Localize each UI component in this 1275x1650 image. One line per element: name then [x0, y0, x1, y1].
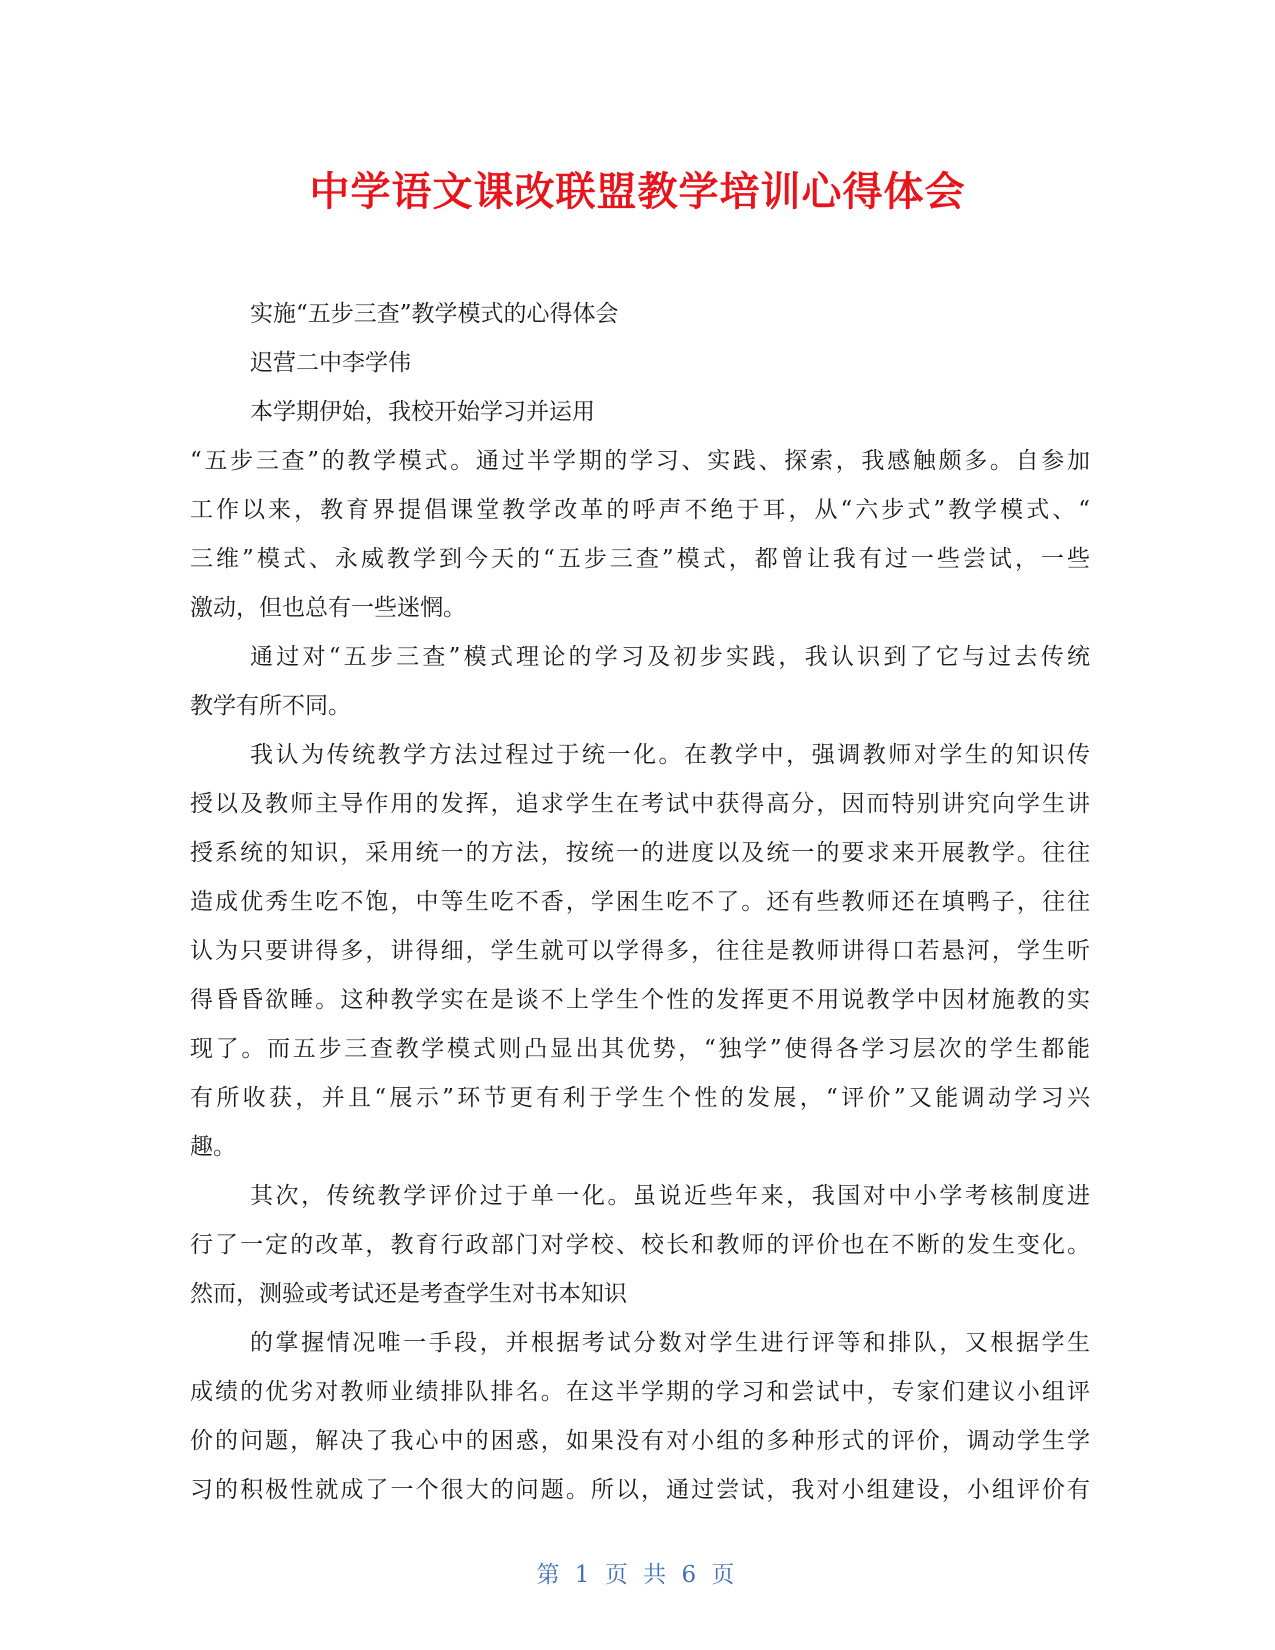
body-line: 然而，测验或考试还是考查学生对书本知识 [190, 1281, 627, 1307]
body-line: 授系统的知识，采用统一的方法，按统一的进度以及统一的要求来开展教学。往往 [190, 840, 1090, 866]
body-line: 迟营二中李学伟 [250, 350, 411, 376]
body-line: 行了一定的改革，教育行政部门对学校、校长和教师的评价也在不断的发生变化。 [190, 1232, 1090, 1258]
body-line: 成绩的优劣对教师业绩排队排名。在这半学期的学习和尝试中，专家们建议小组评 [190, 1379, 1090, 1405]
document-title: 中学语文课改联盟教学培训心得体会 [309, 169, 966, 215]
body-line: 实施“五步三查”教学模式的心得体会 [250, 301, 619, 327]
body-line: 得昏昏欲睡。这种教学实在是谈不上学生个性的发挥更不用说教学中因材施教的实 [190, 987, 1090, 1013]
body-line: 授以及教师主导作用的发挥，追求学生在考试中获得高分，因而特别讲究向学生讲 [190, 791, 1090, 817]
body-line: 认为只要讲得多，讲得细，学生就可以学得多，往往是教师讲得口若悬河，学生听 [190, 938, 1090, 964]
body-line: 本学期伊始，我校开始学习并运用 [250, 399, 595, 425]
page-footer: 第 1 页 共 6 页 [536, 1562, 739, 1588]
body-line: 激动，但也总有一些迷惘。 [190, 595, 466, 621]
body-line: 价的问题，解决了我心中的困惑，如果没有对小组的多种形式的评价，调动学生学 [190, 1428, 1090, 1454]
document-body [190, 290, 1090, 1515]
body-line: 通过对“五步三查”模式理论的学习及初步实践，我认识到了它与过去传统 [250, 644, 1090, 670]
body-line: 我认为传统教学方法过程过于统一化。在教学中，强调教师对学生的知识传 [250, 742, 1090, 768]
body-line: 教学有所不同。 [190, 693, 351, 719]
body-line: 的掌握情况唯一手段，并根据考试分数对学生进行评等和排队，又根据学生 [250, 1330, 1090, 1356]
body-line: 工作以来，教育界提倡课堂教学改革的呼声不绝于耳，从“六步式”教学模式、“ [190, 497, 1090, 523]
body-line: 造成优秀生吃不饱，中等生吃不香，学困生吃不了。还有些教师还在填鸭子，往往 [190, 889, 1090, 915]
body-line: 现了。而五步三查教学模式则凸显出其优势，“独学”使得各学习层次的学生都能 [190, 1036, 1090, 1062]
body-line: “五步三查”的教学模式。通过半学期的学习、实践、探索，我感触颇多。自参加 [190, 448, 1090, 474]
body-line: 趣。 [190, 1134, 236, 1160]
body-line: 习的积极性就成了一个很大的问题。所以，通过尝试，我对小组建设，小组评价有 [190, 1477, 1090, 1503]
body-line: 其次，传统教学评价过于单一化。虽说近些年来，我国对中小学考核制度进 [250, 1183, 1090, 1209]
body-line: 三维”模式、永威教学到今天的“五步三查”模式，都曾让我有过一些尝试，一些 [190, 546, 1090, 572]
body-line: 有所收获，并且“展示”环节更有利于学生个性的发展，“评价”又能调动学习兴 [190, 1085, 1090, 1111]
